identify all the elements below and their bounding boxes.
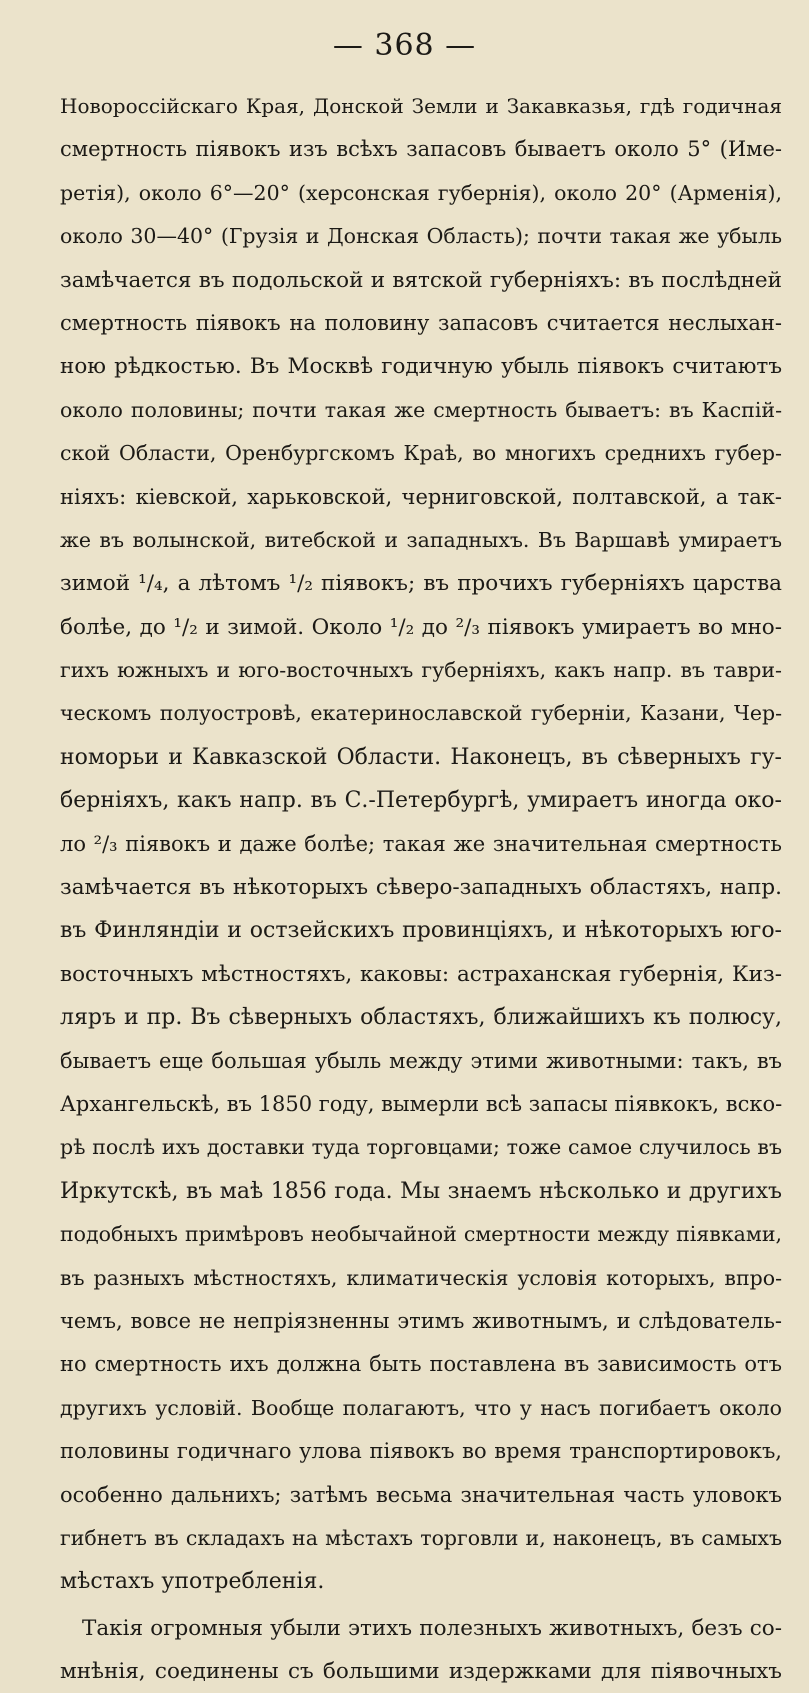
text-line: около 30—40° (Грузія и Донская Область); почти такая же убыль [60, 224, 782, 249]
body-text [60, 85, 782, 1693]
text-line: берніяхъ, какъ напр. въ С.-Петербургѣ, умираетъ иногда око- [60, 788, 782, 814]
text-line: мнѣнія, соединены съ большими издержками для піявочныхъ [60, 1659, 782, 1685]
text-line: смертность піявокъ изъ всѣхъ запасовъ бываетъ около 5° (Име- [60, 137, 782, 162]
text-line: Такія огромныя убыли этихъ полезныхъ животныхъ, безъ со- [82, 1615, 782, 1641]
text-line: Архангельскѣ, въ 1850 году, вымерли всѣ запасы піявкокъ, вско- [60, 1091, 783, 1116]
text-line: особенно дальнихъ; затѣмъ весьма значительная часть уловокъ [60, 1482, 782, 1507]
text-line: ской Области, Оренбургскомъ Краѣ, во многихъ среднихъ губер- [60, 441, 782, 466]
text-line: ческомъ полуостровѣ, екатеринославской губерніи, Казани, Чер- [60, 701, 782, 726]
text-line: въ разныхъ мѣстностяхъ, климатическія условія которыхъ, впро- [60, 1265, 782, 1290]
text-line: мѣстахъ употребленія. [60, 1569, 325, 1595]
text-line: ніяхъ: кіевской, харьковской, черниговской, полтавской, а так- [60, 484, 782, 509]
text-line: ляръ и пр. Въ сѣверныхъ областяхъ, ближайшихъ къ полюсу, [60, 1005, 782, 1031]
text-line: чемъ, вовсе не непріязненны этимъ животнымъ, и слѣдователь- [60, 1308, 782, 1333]
text-line: зимой ¹/₄, а лѣтомъ ¹/₂ піявокъ; въ прочихъ губерніяхъ царства [60, 571, 782, 597]
text-line: половины годичнаго улова піявокъ во время транспортировокъ, [60, 1439, 782, 1464]
text-line: Иркутскѣ, въ маѣ 1856 года. Мы знаемъ нѣсколько и другихъ [60, 1178, 782, 1204]
text-line: болѣе, до ¹/₂ и зимой. Около ¹/₂ до ²/₃ піявокъ умираетъ во мно- [60, 614, 782, 640]
page-number: — 368 — [332, 28, 477, 63]
text-line: же въ волынской, витебской и западныхъ. Въ Варшавѣ умираетъ [60, 527, 782, 552]
text-line: замѣчается въ нѣкоторыхъ сѣверо-западныхъ областяхъ, напр. [60, 875, 782, 901]
text-line: рѣ послѣ ихъ доставки туда торговцами; тоже самое случилось въ [60, 1135, 782, 1160]
text-line: ло ²/₃ піявокъ и даже болѣе; такая же значительная смертность [60, 831, 782, 856]
text-line: другихъ условій. Вообще полагаютъ, что у насъ погибаетъ около [60, 1395, 782, 1420]
text-line: подобныхъ примѣровъ необычайной смертности между піявками, [60, 1222, 782, 1247]
paragraph-2 [60, 1607, 782, 1693]
text-line: замѣчается въ подольской и вятской губерніяхъ: въ послѣдней [60, 267, 782, 293]
text-line: Новороссійскаго Края, Донской Земли и Закавказья, гдѣ годичная [60, 94, 782, 118]
text-line: въ Финляндіи и остзейскихъ провинціяхъ, и нѣкоторыхъ юго- [60, 918, 782, 944]
text-line: номорьи и Кавказской Области. Наконецъ, въ сѣверныхъ гу- [60, 744, 782, 770]
text-line: бываетъ еще большая убыль между этими животными: такъ, въ [60, 1048, 782, 1073]
text-line: гибнетъ въ складахъ на мѣстахъ торговли и, наконецъ, въ самыхъ [60, 1525, 782, 1550]
text-line: ною рѣдкостью. Въ Москвѣ годичную убыль піявокъ считаютъ [60, 354, 782, 380]
text-line: около половины; почти такая же смертность бываетъ: въ Каспій- [60, 397, 782, 422]
paragraph-1 [60, 85, 782, 1604]
text-line: гихъ южныхъ и юго-восточныхъ губерніяхъ, какъ напр. въ таври- [60, 658, 782, 683]
text-line: восточныхъ мѣстностяхъ, каковы: астраханская губернія, Киз- [60, 961, 782, 987]
text-line: смертность піявокъ на половину запасовъ считается неслыхан- [60, 310, 782, 335]
text-line: ретія), около 6°—20° (херсонская губернія), около 20° (Арменія), [60, 180, 782, 205]
text-line: но смертность ихъ должна быть поставлена въ зависимость отъ [60, 1352, 782, 1377]
